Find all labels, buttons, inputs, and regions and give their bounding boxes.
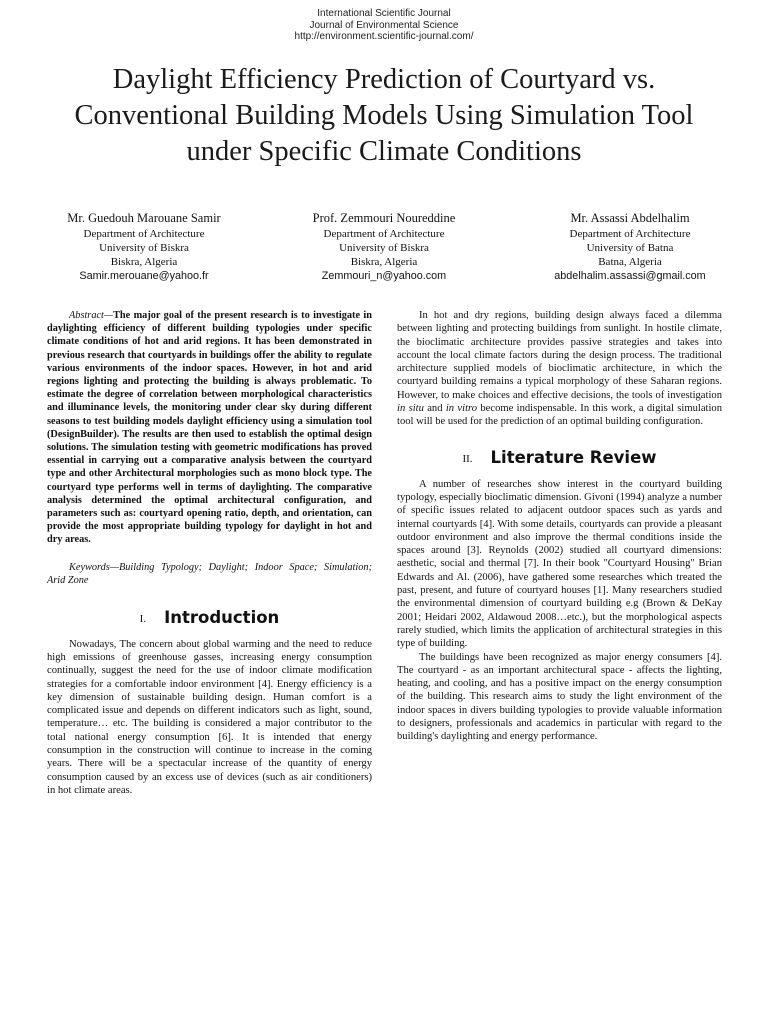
author-university: University of Batna [586, 242, 674, 254]
author-block [0, 210, 768, 290]
section-number: I. [139, 612, 147, 625]
term-in-vitro: in vitro [445, 403, 478, 415]
author-city: Biskra, Algeria [110, 256, 178, 268]
author-email[interactable]: abdelhalim.assassi@gmail.com [554, 270, 706, 282]
author-name: Prof. Zemmouri Noureddine [312, 211, 456, 225]
journal-url[interactable]: http://environment.scientific-journal.com/ [294, 31, 474, 42]
abstract-lead: Abstract— [69, 310, 114, 321]
author-name: Mr. Assassi Abdelhalim [570, 211, 690, 225]
author-university: University of Biskra [99, 242, 189, 254]
keywords: Keywords—Building Typology; Daylight; Indoor Space; Simulation; Arid Zone [47, 561, 372, 586]
journal-line-1: International Scientific Journal [317, 8, 451, 19]
author-department: Department of Architecture [323, 228, 445, 240]
author-2 [259, 210, 509, 283]
paragraph-text: and [423, 403, 446, 415]
author-city: Biskra, Algeria [350, 256, 418, 268]
right-column [397, 309, 722, 744]
term-in-situ: in situ [397, 403, 424, 415]
section-heading-literature-review [397, 447, 722, 470]
section-title: Introduction [164, 607, 280, 627]
abstract-body: The major goal of the present research is to investigate in daylighting efficiency of different building typologies under specific climate conditions of hot and arid regions. It has been demonstrated in previous research that courtyards in buildings offer the ability to regulate various environments of the indoor spaces. However, in hot and arid regions lighting and protecting the building is always problematic. To estimate the degree of correlation between morphological characteristics and illuminance levels, the monitoring under clear sky during different seasons to test building models daylight efficiency using a simulation tool (DesignBuilder). The results are then used to establish the optimal design solutions. The simulation testing with geometric modifications has proved essential in carrying out a comparative analysis between the courtyard type and other Architectural morphologies such as mono block type. The courtyard type performs well in terms of daylighting. The comparative analysis determined the optimal architectural configuration, and parameters such as: courtyard opening ratio, depth, and orientation, can provide the most appropriate building typology for daylight in hot and dry areas. [47, 310, 372, 546]
author-university: University of Biskra [339, 242, 429, 254]
paragraph-text: In hot and dry regions, building design always faced a dilemma between lighting and protecting buildings from sunlight. In hostile climate, the bioclimatic architecture provides passive strategies and takes into account the local climate factors during the design process. The traditional architecture supplied models of bioclimatic architecture, in which the courtyard building remains a typical morphology of these Saharan regions. However, to make choices and effective decisions, the tools of investigation [397, 310, 722, 401]
left-column [47, 309, 372, 797]
section-title: Literature Review [490, 447, 657, 467]
literature-paragraph-1: A number of researches show interest in the courtyard building typology, especially bioclimatic dimension. Givoni (1994) analyze a number of specific issues related to adjacent outdoor spaces such as yards and internal courtyards [4]. With some details, courtyards can provide a pleasant outdoor environment and also improve the thermal conditions inside the spaces around [3]. Reynolds (2002) studied all courtyard dimensions: aesthetic, social and thermal [7]. In their book "Courtyard Housing" Brian Edwards and Al. (2006), have gathered some researches which treated the past, present, and future of courtyard houses [1]. Many researchers studied the environmental dimension of courtyard building e.g (Brown & DeKay 2001; Heidari 2002, Aldawoud 2008…etc.), but the morphological aspects rarely studied, which limits the application of architectural strategies in this type of building. [397, 478, 722, 650]
literature-paragraph-2: The buildings have been recognized as major energy consumers [4]. The courtyard - as an important architectural space - affects the lighting, heating, and cooling, and has a positive impact on the energy consumption of the building. This research aims to study the light environment of the indoor spaces in divers building typologies to provide valuable information to designers, professionals and academics in particular with regard to the building's daylighting and energy performance. [397, 651, 722, 743]
introduction-paragraph-2 [397, 309, 722, 429]
author-department: Department of Architecture [83, 228, 205, 240]
section-heading-introduction [47, 607, 372, 630]
author-email[interactable]: Samir.merouane@yahoo.fr [79, 270, 209, 282]
author-1 [19, 210, 269, 283]
author-3 [505, 210, 755, 283]
journal-header [0, 8, 768, 43]
journal-line-2: Journal of Environmental Science [309, 19, 459, 31]
abstract [47, 309, 372, 547]
introduction-paragraph-1: Nowadays, The concern about global warming and the need to reduce high emissions of greenhouse gasses, increasing energy consumption continually, suggest the need for the use of indoor climate modification strategies for a comfortable indoor environment [4]. Energy efficiency is a key dimension of sustainable building design. Human comfort is a complicated issue and depends on different indicators such as light, sound, temperature… etc. The building is considered a major contributor to the total national energy consumption [6]. It is intended that energy consumption in the construction will continue to increase in the coming years. There will be a spectacular increase of the quantity of energy consumption caused by an excess use of devices (such as air conditioners) in hot climate areas. [47, 638, 372, 796]
paragraph-text: become indispensable. In this work, a digital simulation tool will be used for the prediction of an optimal building configuration. [397, 403, 722, 428]
author-department: Department of Architecture [569, 228, 691, 240]
section-number: II. [462, 452, 473, 465]
author-email[interactable]: Zemmouri_n@yahoo.com [321, 270, 447, 282]
paper-title: Daylight Efficiency Prediction of Courtyard vs. Conventional Building Models Using Simulation Tool under Specific Climate Conditions [74, 64, 694, 167]
author-name: Mr. Guedouh Marouane Samir [67, 211, 221, 225]
author-city: Batna, Algeria [598, 256, 662, 268]
